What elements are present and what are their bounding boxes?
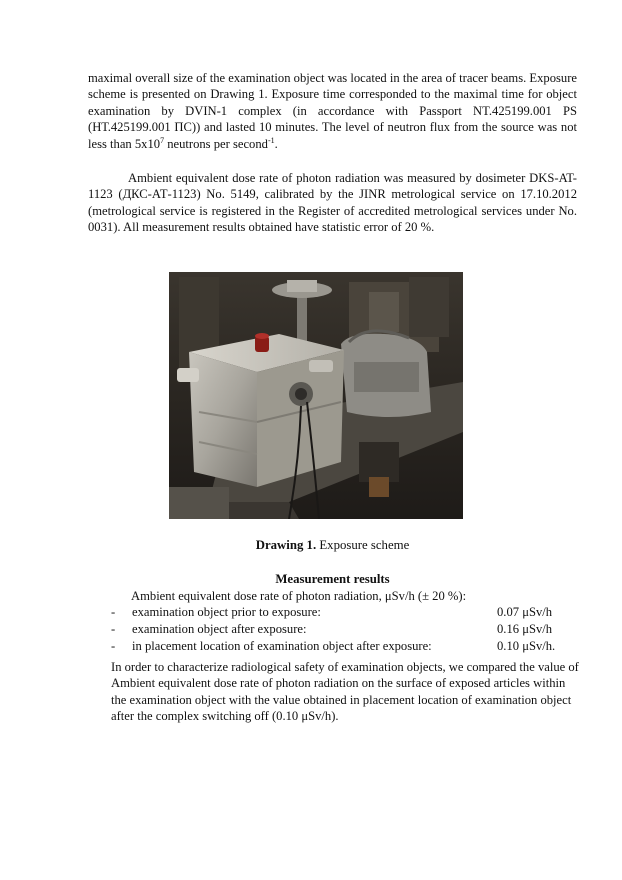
paragraph-text: neutrons per second: [164, 136, 268, 151]
superscript-exponent: -1: [267, 135, 275, 145]
caption-label: Drawing 1.: [255, 538, 317, 552]
measurement-value: 0.16 μSv/h: [497, 622, 553, 636]
paragraph-text: .: [274, 136, 278, 151]
paragraph-dosimeter: Ambient equivalent dose rate of photon radiation was measured by dosimeter DKS-AT-1123 (ДКС-АТ-1123) No. 5149, calibrated by the JINR metrological service on 17.10.2012 (metrological service is registered in the Register of accredited metrological services under No. 0031). All measurement results obtained have statistic error of 20 %.: [88, 171, 577, 235]
paragraph-text: maximal overall size of the examination object was located in the area of tracer beams. Exposure scheme is presented on Drawing 1. Exposure time corresponded to the maximal time for object examination by DVIN-1 complex (in accordance with Passport NT.425199.001 PS (НТ.425199.001 ПС)) and lasted 10 minutes. The level of neutron flux from the source was not less than 5x10: [88, 71, 577, 151]
bullet-dash: -: [111, 605, 116, 619]
measurement-value: 0.07 μSv/h: [497, 605, 553, 619]
measurement-subtitle: Ambient equivalent dose rate of photon radiation, μSv/h (± 20 %):: [131, 589, 467, 603]
section-heading: Measurement results: [275, 572, 390, 586]
paragraph-exposure-conditions: [88, 70, 577, 152]
measurement-label: in placement location of examination object after exposure:: [132, 639, 432, 653]
caption-text: Exposure scheme: [316, 538, 410, 552]
measurement-label: examination object after exposure:: [132, 622, 307, 636]
measurement-value: 0.10 μSv/h.: [497, 639, 556, 653]
exposure-scheme-photo: [169, 272, 463, 519]
bullet-dash: -: [111, 622, 116, 636]
superscript-exponent: 7: [160, 135, 165, 145]
paragraph-comparison: In order to characterize radiological safety of examination objects, we compared the value of Ambient equivalent dose rate of photon radiation on the surface of exposed articles within the examination object with the value obtained in placement location of examination object after the complex switching off (0.10 μSv/h).: [111, 660, 579, 724]
measurement-label: examination object prior to exposure:: [132, 605, 321, 619]
bullet-dash: -: [111, 639, 116, 653]
figure-caption: [88, 538, 577, 553]
